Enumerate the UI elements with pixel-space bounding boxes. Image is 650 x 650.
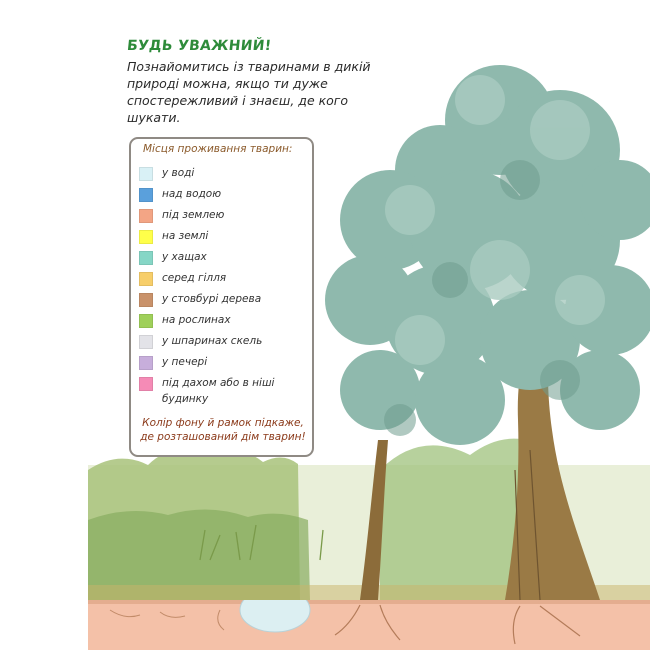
- legend-item-label: серед гілля: [162, 272, 227, 284]
- swatch-cave: [139, 356, 153, 370]
- swatch-rock-crevices: [139, 335, 153, 349]
- legend-item-label: на рослинах: [162, 314, 231, 326]
- legend-item-label: над водою: [162, 188, 222, 200]
- legend-item: [139, 186, 309, 207]
- legend-item: [139, 207, 309, 228]
- swatch-tree-trunk: [139, 293, 153, 307]
- legend-item-label: на землі: [162, 230, 209, 242]
- swatch-ground: [139, 230, 153, 244]
- legend-item-label: у печері: [162, 356, 208, 368]
- page-heading: БУДЬ УВАЖНИЙ!: [126, 38, 273, 54]
- legend-item: [139, 249, 309, 270]
- legend-title: Місця проживання тварин:: [143, 143, 293, 155]
- legend-item-label: у стовбурі дерева: [162, 293, 262, 305]
- legend-item-label: у воді: [162, 167, 195, 179]
- legend-item: [139, 270, 309, 291]
- legend-footer: Колір фону й рамок підкаже, де розташований дім тварин!: [140, 417, 306, 443]
- legend-item: [139, 291, 309, 312]
- legend-item: [139, 333, 309, 354]
- soil-layer: [88, 598, 650, 650]
- legend-item: [139, 354, 309, 375]
- legend-item: [139, 165, 309, 186]
- swatch-underground: [139, 209, 153, 223]
- legend-item: [139, 312, 309, 333]
- legend-item-label: у шпаринах скель: [162, 335, 263, 347]
- intro-text: Познайомитись із тваринами в дикій природі можна, якщо ти дуже спостережливий і знаєш, де кого шукати.: [127, 59, 371, 125]
- legend-item-label: у хащах: [162, 251, 207, 263]
- swatch-water: [139, 167, 153, 181]
- swatch-plants: [139, 314, 153, 328]
- swatch-branches: [139, 272, 153, 286]
- legend-item-label: під землею: [162, 209, 225, 221]
- swatch-house: [139, 377, 153, 391]
- legend-item-label: під дахом або в ніші будинку: [162, 377, 275, 405]
- swatch-thicket: [139, 251, 153, 265]
- legend-list: [139, 165, 309, 411]
- legend-item: [139, 375, 309, 411]
- swatch-above-water: [139, 188, 153, 202]
- legend-item: [139, 228, 309, 249]
- habitat-legend: [129, 137, 314, 457]
